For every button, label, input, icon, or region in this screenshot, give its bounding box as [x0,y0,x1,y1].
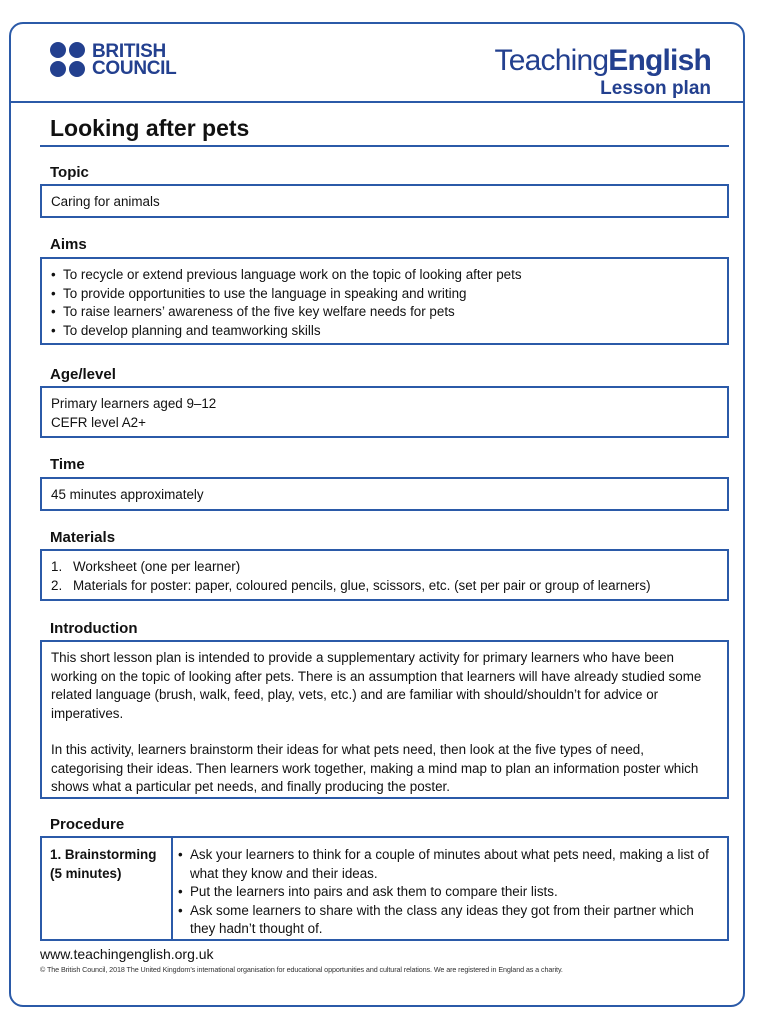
introduction-paragraph-2: In this activity, learners brainstorm their ideas for what pets need, then look at the five types of need, categorising their ideas. Then learners work together, making a mind map to plan an information poster which shows what a particular pet needs, and finally producing the poster. [51,742,699,794]
time-text: 45 minutes approximately [51,487,204,502]
british-council-wordmark [92,40,177,79]
page-title: Looking after pets [50,115,250,141]
aims-item: • To develop planning and teamworking skills [51,322,718,341]
aims-heading: Aims [50,236,87,253]
title-divider [40,145,729,147]
te-part2: English [608,44,711,77]
materials-list [51,558,718,595]
procedure-step-time: (5 minutes) [50,865,122,881]
aims-box [40,257,729,345]
teaching-english-brand [495,44,711,100]
logo-dot [69,61,85,77]
age-level-box [40,386,729,438]
british-council-logo [50,42,176,77]
logo-dot [69,42,85,58]
time-heading: Time [50,456,85,473]
lesson-plan-label: Lesson plan [600,78,711,99]
materials-item-number: 2. [51,577,63,593]
bc-line2: COUNCIL [92,57,177,79]
procedure-item: • Ask some learners to share with the class any ideas they got from their partner which they hadn’t thought of. [178,902,718,939]
logo-dot [50,42,66,58]
procedure-item: • Ask your learners to think for a couple of minutes about what pets need, making a list of what they know and their ideas. [178,846,718,883]
materials-heading: Materials [50,529,116,546]
materials-item-text: Materials for poster: paper, coloured pencils, glue, scissors, etc. (set per pair or group of learners) [73,577,651,593]
materials-item-number: 1. [51,559,63,574]
procedure-heading: Procedure [50,816,125,833]
teaching-english-wordmark [495,44,711,78]
introduction-box [40,640,729,799]
logo-dot [50,61,66,77]
footer-copyright: © The British Council, 2018 The United Kingdom’s international organisation for educational opportunities and cultural relations. We are registered in England as a charity. [40,965,563,974]
procedure-list [178,846,718,939]
age-level-heading: Age/level [50,366,116,383]
aims-item: • To recycle or extend previous language work on the topic of looking after pets [51,266,718,285]
header-divider [9,101,745,103]
british-council-dots-icon [50,42,85,77]
procedure-item: • Put the learners into pairs and ask them to compare their lists. [178,883,718,902]
materials-box [40,549,729,601]
topic-heading: Topic [50,164,89,181]
materials-item-text: Worksheet (one per learner) [73,559,241,574]
materials-item [51,558,718,577]
age-level-line2: CEFR level A2+ [51,414,146,430]
introduction-paragraph-1: This short lesson plan is intended to provide a supplementary activity for primary learners who have been working on the topic of looking after pets. There is an assumption that learners will have already studied some related language (brush, walk, feed, play, vets, etc.) and are familiar with should/shouldn’t for advice or imperatives. [51,650,702,721]
materials-item [51,577,718,596]
footer-url: www.teachingenglish.org.uk [40,946,214,962]
topic-box [40,184,729,218]
age-level-line1: Primary learners aged 9–12 [51,396,217,411]
aims-item: • To provide opportunities to use the language in speaking and writing [51,285,718,304]
procedure-table [40,836,729,941]
procedure-step-content [173,838,727,939]
procedure-step-label [42,838,173,939]
topic-text: Caring for animals [51,194,160,209]
te-part1: Teaching [494,44,609,77]
aims-item: • To raise learners’ awareness of the five key welfare needs for pets [51,303,718,322]
procedure-step-title: 1. Brainstorming [50,847,157,862]
time-box [40,477,729,511]
aims-list [51,266,718,340]
bc-line1: BRITISH [92,40,166,62]
introduction-heading: Introduction [50,620,138,637]
